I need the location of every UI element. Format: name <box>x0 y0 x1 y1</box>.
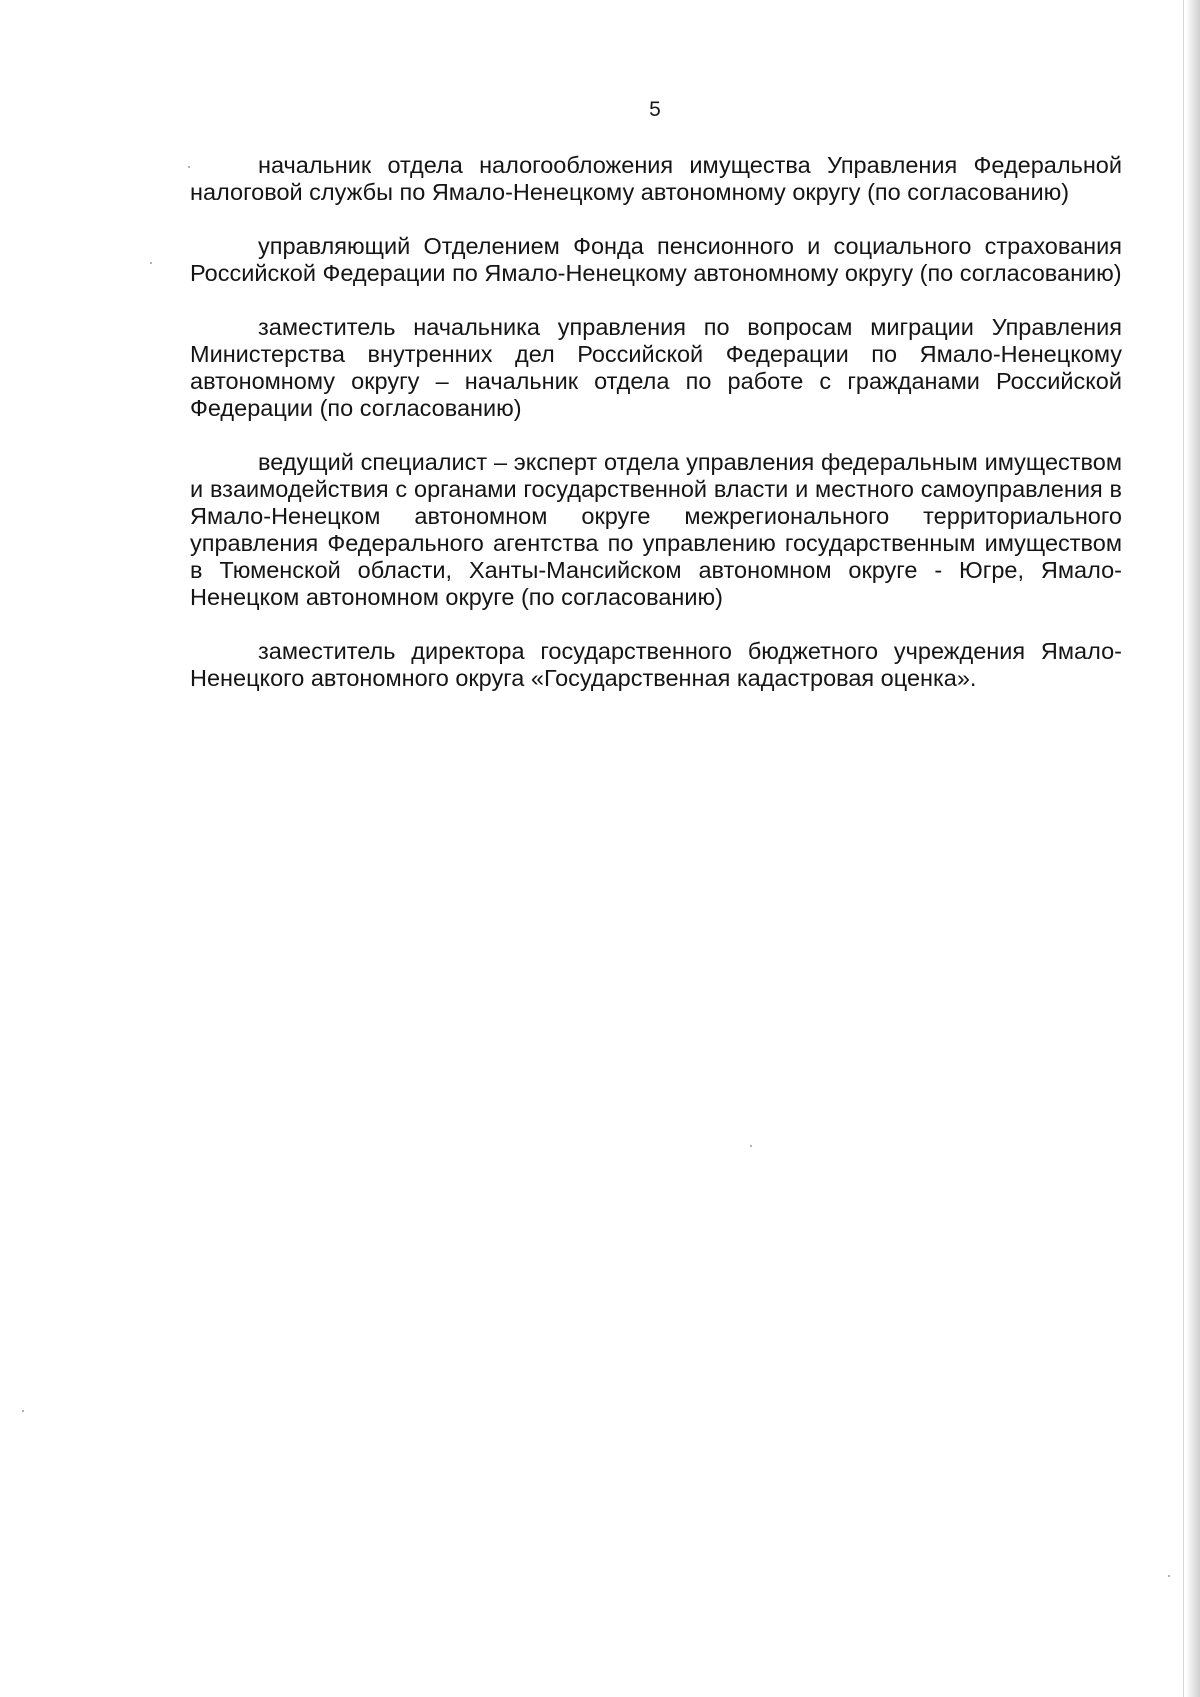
scan-speck <box>22 1410 24 1412</box>
scan-speck <box>150 262 152 264</box>
paragraph-federal-property: ведущий специалист – эксперт отдела управления федеральным имуществом и взаимодействия с органами государственной власти и местного самоуправления в Ямало-Ненецком автономном округе межрегионального территориального управления Федерального агентства по управлению государственным имуществом в Тюменской области, Ханты-Мансийском автономном округе - Югре, Ямало-Ненецком автономном округе (по согласованию) <box>190 449 1122 610</box>
scan-speck <box>750 1145 752 1147</box>
scan-speck <box>1168 1575 1170 1577</box>
scan-speck <box>188 166 190 168</box>
document-body <box>190 152 1122 720</box>
scan-edge-line <box>1183 0 1184 1697</box>
paragraph-pension-fund: управляющий Отделением Фонда пенсионного и социального страхования Российской Федерации по Ямало-Ненецкому автономному округу (по согласованию) <box>190 233 1122 286</box>
paragraph-tax-service: начальник отдела налогообложения имущества Управления Федеральной налоговой службы по Ямало-Ненецкому автономному округу (по согласованию) <box>190 152 1122 205</box>
scan-edge-shade <box>1186 0 1200 1697</box>
paragraph-cadastral-valuation: заместитель директора государственного бюджетного учреждения Ямало-Ненецкого автономного округа «Государственная кадастровая оценка». <box>190 638 1122 691</box>
page-number: 5 <box>649 98 661 121</box>
paragraph-migration: заместитель начальника управления по вопросам миграции Управления Министерства внутренних дел Российской Федерации по Ямало-Ненецкому автономному округу – начальник отдела по работе с гражданами Российской Федерации (по согласованию) <box>190 314 1122 421</box>
